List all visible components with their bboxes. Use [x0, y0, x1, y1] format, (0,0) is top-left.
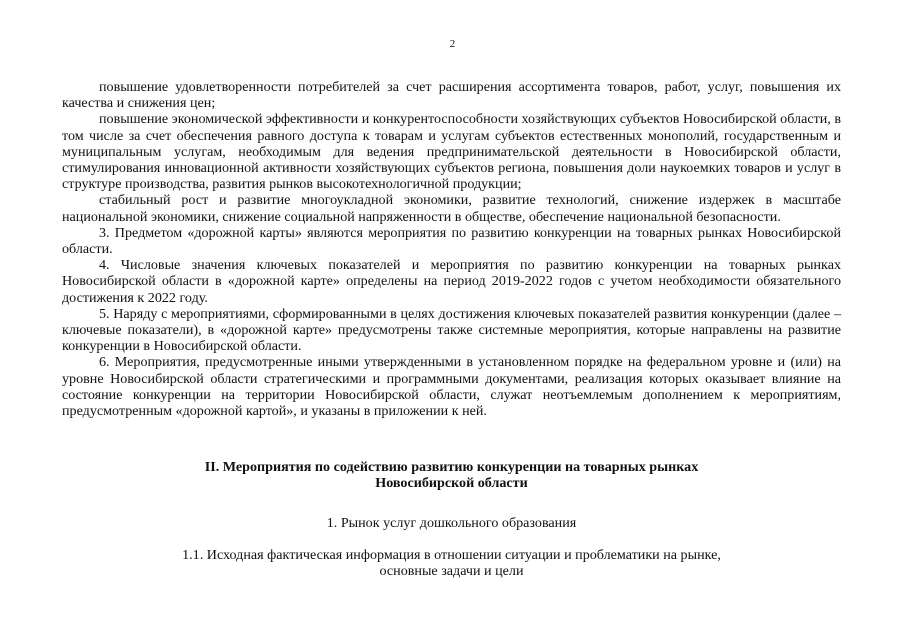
paragraph-economic-efficiency: повышение экономической эффективности и конкурентоспособности хозяйствующих субъектов Новосибирской области, в том числе за счет обеспечения равного доступа к товарам и услугам субъектов естественных монополий, государственным и муниципальным услугам, необходимым для ведения предпринимательской деятельности в Новосибирской области, стимулирования инновационной активности хозяйствующих субъектов региона, повышения доли наукоемких товаров и услуг в структуре производства, развития рынков высокотехнологичной продукции; — [62, 111, 841, 193]
paragraph-item-3: 3. Предметом «дорожной карты» являются мероприятия по развитию конкуренции на товарных рынках Новосибирской области. — [62, 224, 841, 258]
document-body — [62, 79, 841, 419]
subsubsection-heading — [62, 547, 841, 579]
subsection-heading — [62, 515, 841, 531]
subsubsection-heading-line-2: основные задачи и цели — [379, 563, 524, 580]
section-heading-line-1: II. Мероприятия по содействию развитию конкуренции на товарных рынках — [204, 459, 699, 475]
paragraph-item-6: 6. Мероприятия, предусмотренные иными утвержденными в установленном порядке на федеральном уровне и (или) на уровне Новосибирской области стратегическими и программными документами, реализация которых оказывает влияние на состояние конкуренции на территории Новосибирской области, служат неотъемлемым дополнением к мероприятиям, предусмотренным «дорожной картой», и указаны в приложении к ней. — [62, 354, 841, 420]
paragraph-item-4: 4. Числовые значения ключевых показателей и мероприятия по развитию конкуренции на товарных рынках Новосибирской области в «дорожной карте» определены на период 2019-2022 годов с учетом необходимости обязательного достижения к 2022 году. — [62, 257, 841, 306]
paragraph-stable-growth: стабильный рост и развитие многоукладной экономики, развитие технологий, снижение издержек в масштабе национальной экономики, снижение социальной напряженности в обществе, обеспечение национальной безопасности. — [62, 192, 841, 225]
section-heading-line-2: Новосибирской области — [375, 475, 528, 492]
subsection-heading-text: 1. Рынок услуг дошкольного образования — [326, 515, 577, 531]
section-heading — [62, 459, 841, 491]
subsubsection-heading-line-1: 1.1. Исходная фактическая информация в отношении ситуации и проблематики на рынке, — [182, 547, 721, 563]
paragraph-item-5: 5. Наряду с мероприятиями, сформированными в целях достижения ключевых показателей развития конкуренции (далее – ключевые показатели), в «дорожной карте» предусмотрены также системные мероприятия, которые направлены на развитие конкуренции в Новосибирской области. — [62, 305, 841, 355]
paragraph-consumer-satisfaction: повышение удовлетворенности потребителей за счет расширения ассортимента товаров, работ, услуг, повышения их качества и снижения цен; — [62, 79, 841, 112]
page-number: 2 — [449, 38, 456, 50]
